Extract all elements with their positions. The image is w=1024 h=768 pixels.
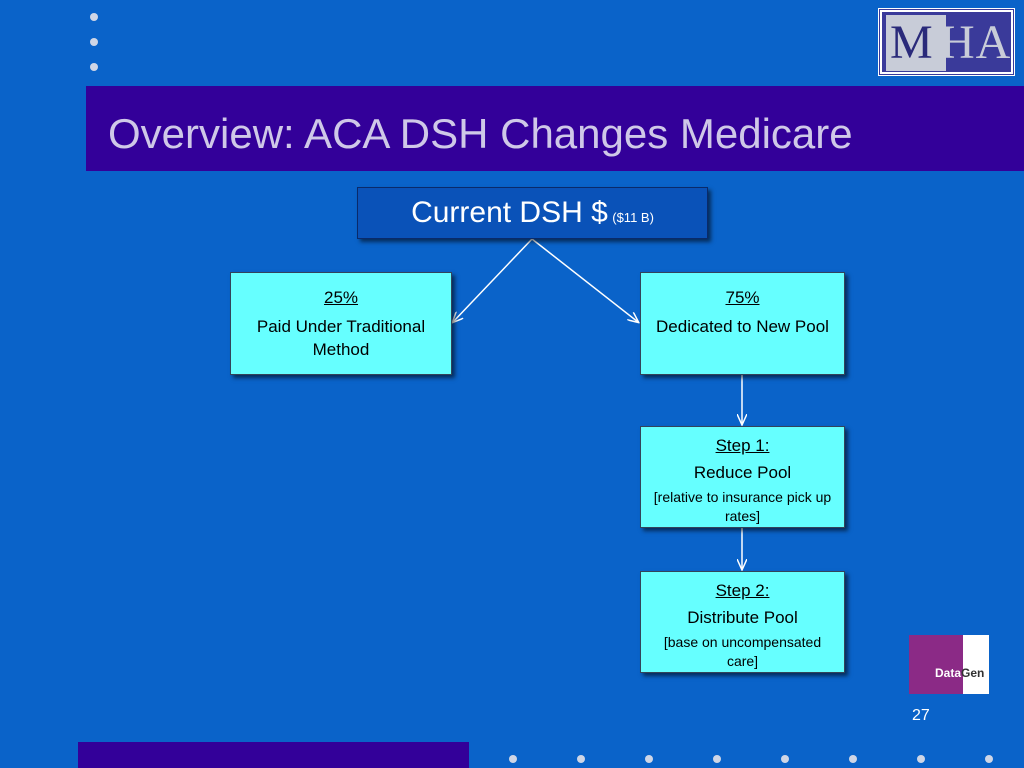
decor-dot xyxy=(713,755,721,763)
connector-root-right xyxy=(532,239,638,322)
node-step2-note: [base on uncompensated care] xyxy=(663,634,822,669)
node-current-dsh xyxy=(357,187,708,239)
datagen-logo-text: DataGen xyxy=(935,666,985,680)
node-step1-note: [relative to insurance pick up rates] xyxy=(653,489,832,524)
node-current-dsh-amount: ($11 B) xyxy=(612,210,654,225)
mha-logo-ha: HA xyxy=(940,16,1012,69)
decor-dot xyxy=(645,755,653,763)
decor-dot xyxy=(917,755,925,763)
node-new-pool-text: Dedicated to New Pool xyxy=(656,317,829,336)
node-traditional-percent: 25% xyxy=(323,288,359,307)
node-traditional-text: Paid Under Traditional Method xyxy=(256,317,426,359)
node-step2-heading: Step 2: xyxy=(715,581,770,600)
node-step1 xyxy=(640,426,845,528)
node-step2-body: Distribute Pool xyxy=(687,608,798,627)
node-new-pool xyxy=(640,272,845,375)
datagen-logo-block xyxy=(909,635,963,694)
node-step2 xyxy=(640,571,845,673)
decor-dot xyxy=(849,755,857,763)
footer-bar xyxy=(78,742,469,768)
decor-dot xyxy=(577,755,585,763)
node-step1-heading: Step 1: xyxy=(715,436,770,455)
slide-title: Overview: ACA DSH Changes Medicare xyxy=(108,110,853,157)
page-number: 27 xyxy=(912,707,930,724)
decor-dot xyxy=(781,755,789,763)
node-current-dsh-label: Current DSH $ xyxy=(411,196,608,229)
mha-logo-m-block: M xyxy=(886,15,946,71)
connector-root-left xyxy=(453,239,532,322)
decor-dot xyxy=(985,755,993,763)
decor-dot xyxy=(509,755,517,763)
datagen-logo xyxy=(909,635,989,694)
node-new-pool-percent: 75% xyxy=(725,288,760,307)
node-step1-body: Reduce Pool xyxy=(693,463,792,482)
node-traditional-method xyxy=(230,272,452,375)
